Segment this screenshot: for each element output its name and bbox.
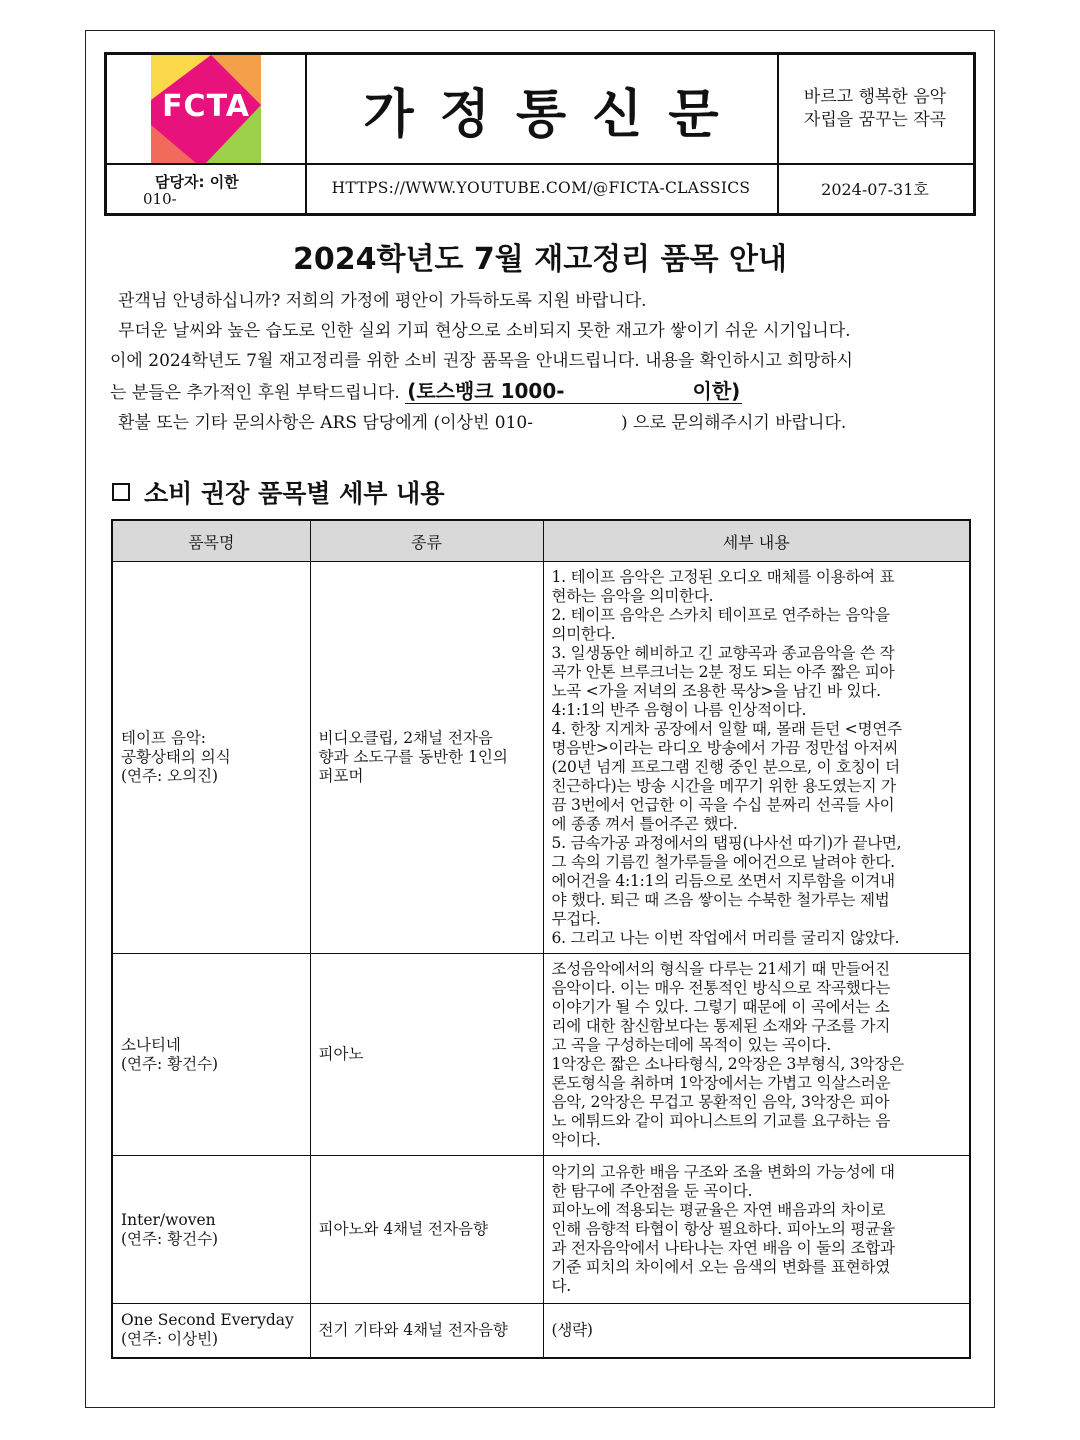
column-header: 품목명 (112, 520, 310, 562)
checkbox-icon (112, 483, 130, 501)
cell-line: 인해 음향적 타협이 항상 필요하다. 피아노의 평균율 (551, 1220, 895, 1238)
item-detail-cell (543, 562, 970, 954)
cell-line: 노곡 <가을 저녁의 조용한 묵상>을 남긴 바 있다. (551, 681, 881, 700)
cell-line: 리에 대한 참신함보다는 통제된 소재와 구조를 가지 (551, 1016, 891, 1035)
column-header: 세부 내용 (543, 520, 970, 562)
cell-line: 4. 한창 지게차 공장에서 일할 때, 몰래 듣던 <명연주 (551, 719, 902, 738)
cell-line: (20년 넘게 프로그램 진행 중인 분으로, 이 호칭이 더 (551, 757, 900, 776)
table-row (112, 1156, 970, 1304)
cell-line: 에 종종 껴서 틀어주곤 했다. (551, 814, 738, 833)
cell-line: 공황상태의 의식 (121, 748, 231, 766)
newsletter-title: 가정통신문 (363, 84, 745, 145)
cell-line: 2. 테이프 음악은 스카치 테이프로 연주하는 음악을 (551, 605, 890, 624)
cell-line: 악이다. (551, 1130, 601, 1149)
logo-cell (107, 55, 305, 163)
table-row (112, 562, 970, 954)
cell-line: 1악장은 짧은 소나타형식, 2악장은 3부형식, 3악장은 (551, 1054, 904, 1073)
refund-contact-text: 환불 또는 기타 문의사항은 ARS 담당에게 (이상빈 010- (118, 413, 533, 433)
item-detail-cell (543, 1304, 970, 1358)
column-header: 종류 (310, 520, 543, 562)
table-row (112, 1304, 970, 1358)
cell-line: 과 전자음악에서 나타나는 자연 배음 이 둘의 조합과 (551, 1239, 895, 1257)
item-detail-cell (543, 954, 970, 1156)
cell-line: 향과 소도구를 동반한 1인의 (318, 748, 508, 766)
cell-line: 조성음악에서의 형식을 다루는 21세기 때 만들어진 (551, 959, 890, 978)
slogan-line: 자립을 꿈꾸는 작곡 (803, 110, 947, 130)
cell-line: (연주: 황건수) (121, 1054, 219, 1073)
refund-contact-text: ) 으로 문의해주시기 바랍니다. (620, 413, 847, 433)
cell-line: 피아노와 4채널 전자음향 (318, 1220, 488, 1238)
cell-line: 5. 금속가공 과정에서의 탭핑(나사선 따기)가 끝나면, (551, 833, 902, 852)
cell-line: 퍼포머 (318, 767, 364, 785)
table-header-row (112, 520, 970, 562)
cell-line: 무겁다. (551, 909, 601, 928)
item-type-cell (310, 954, 543, 1156)
intro-line: 이에 2024학년도 7월 재고정리를 위한 소비 권장 품목을 안내드립니다. 내용을 확인하시고 희망하시 (110, 351, 853, 371)
cell-line: Inter/woven (121, 1210, 216, 1229)
cell-line: 이야기가 될 수 있다. 그렇기 때문에 이 곡에서는 소 (551, 997, 890, 1016)
channel-url[interactable]: HTTPS://WWW.YOUTUBE.COM/@FICTA-CLASSICS (331, 179, 751, 197)
table-row (112, 954, 970, 1156)
intro-line (110, 376, 970, 408)
cell-line: 1. 테이프 음악은 고정된 오디오 매체를 이용하여 표 (551, 567, 895, 586)
item-detail-cell (543, 1156, 970, 1304)
cell-line: 비디오클립, 2채널 전자음 (318, 729, 493, 747)
items-table (111, 519, 971, 1359)
cell-line: 피아노 (318, 1045, 364, 1063)
intro-line: 무더운 날씨와 높은 습도로 인한 실외 기피 현상으로 소비되지 못한 재고가 쌓이기 쉬운 시기입니다. (118, 321, 851, 341)
slogan-cell (777, 55, 973, 163)
section-title (112, 474, 444, 510)
item-type-cell (310, 562, 543, 954)
item-type-cell (310, 1156, 543, 1304)
intro-line (110, 408, 970, 438)
intro-line-text: 는 분들은 추가적인 후원 부탁드립니다. (110, 383, 400, 403)
cell-line: 론도형식을 취하며 1악장에서는 가볍고 익살스러운 (551, 1073, 891, 1092)
cell-line: 소나티네 (121, 1035, 181, 1054)
cell-line: 의미한다. (551, 624, 616, 643)
cell-line: 음악이다. 이는 매우 전통적인 방식으로 작곡했다는 (551, 978, 891, 997)
intro-line: 관객님 안녕하십니까? 저희의 가정에 평안이 가득하도록 지원 바랍니다. (118, 291, 647, 311)
cell-line: (연주: 오의진) (121, 767, 219, 785)
cell-line: (연주: 황건수) (121, 1229, 219, 1248)
cell-line: 한 탐구에 주안점을 둔 곡이다. (551, 1182, 753, 1200)
cell-line: 피아노에 적용되는 평균율은 자연 배음과의 차이로 (551, 1201, 886, 1219)
cell-line: 테이프 음악: (121, 729, 207, 747)
logo-text: FCTA (162, 89, 250, 124)
contact-person: 담당자: 이한 (155, 173, 239, 191)
cell-line: 끔 3번에서 언급한 이 곡을 수십 분짜리 선곡들 사이 (551, 795, 895, 814)
donation-account-prefix: (토스뱅크 1000- (407, 379, 565, 403)
slogan (804, 86, 946, 132)
slogan-line: 바르고 행복한 음악 (803, 87, 947, 107)
cell-line: 6. 그리고 나는 이번 작업에서 머리를 굴리지 않았다. (551, 928, 900, 947)
intro-text (110, 286, 970, 438)
item-name-cell (112, 954, 310, 1156)
donation-account (405, 379, 742, 404)
cell-line: 야 했다. 퇴근 때 즈음 쌓이는 수북한 철가루는 제법 (551, 890, 890, 909)
cell-line: 3. 일생동안 헤비하고 긴 교향곡과 종교음악을 쓴 작 (551, 643, 895, 662)
cell-line: 그 속의 기름낀 철가루들을 에어건으로 날려야 한다. (551, 852, 895, 871)
cell-line: (생략) (551, 1320, 593, 1339)
contact-phone: 010- (143, 190, 177, 208)
section-title-text: 소비 권장 품목별 세부 내용 (144, 479, 445, 508)
issue-date: 2024-07-31호 (821, 179, 929, 199)
contact-cell (107, 163, 305, 213)
cell-line: 4:1:1의 반주 음형이 나름 인상적이다. (551, 700, 807, 719)
cell-line: 고 곡을 구성하는데에 목적이 있는 곡이다. (551, 1035, 832, 1054)
cell-line: 에어건을 4:1:1의 리듬으로 쏘면서 지루함을 이겨내 (551, 871, 895, 890)
item-type-cell (310, 1304, 543, 1358)
cell-line: 음악, 2악장은 무겁고 몽환적인 음악, 3악장은 피아 (551, 1092, 890, 1111)
cell-line: 기준 피치의 차이에서 오는 음색의 변화를 표현하였 (551, 1258, 891, 1276)
cell-line: 명음반>이라는 라디오 방송에서 가끔 정만섭 아저씨 (551, 738, 899, 757)
cell-line: 곡가 안톤 브루크너는 2분 정도 되는 아주 짧은 피아 (551, 662, 895, 681)
item-name-cell (112, 562, 310, 954)
cell-line: (연주: 이상빈) (121, 1330, 219, 1349)
donation-account-suffix: 이한) (692, 379, 741, 403)
cell-line: One Second Everyday (121, 1311, 294, 1330)
page-title: 2024학년도 7월 재고정리 품목 안내 (293, 242, 787, 277)
cell-line: 친근하다)는 방송 시간을 메꾸기 위한 용도였는지 가 (551, 776, 896, 795)
cell-line: 전기 기타와 4채널 전자음향 (318, 1320, 508, 1339)
cell-line: 노 에튀드와 같이 피아니스트의 기교를 요구하는 음 (551, 1111, 891, 1130)
ficta-logo (151, 55, 261, 163)
item-name-cell (112, 1304, 310, 1358)
title-cell (305, 55, 777, 163)
cell-line: 현하는 음악을 의미한다. (551, 586, 714, 605)
newsletter-header (104, 52, 976, 216)
cell-line: 다. (551, 1277, 572, 1295)
item-name-cell (112, 1156, 310, 1304)
cell-line: 악기의 고유한 배음 구조와 조율 변화의 가능성에 대 (551, 1163, 895, 1181)
